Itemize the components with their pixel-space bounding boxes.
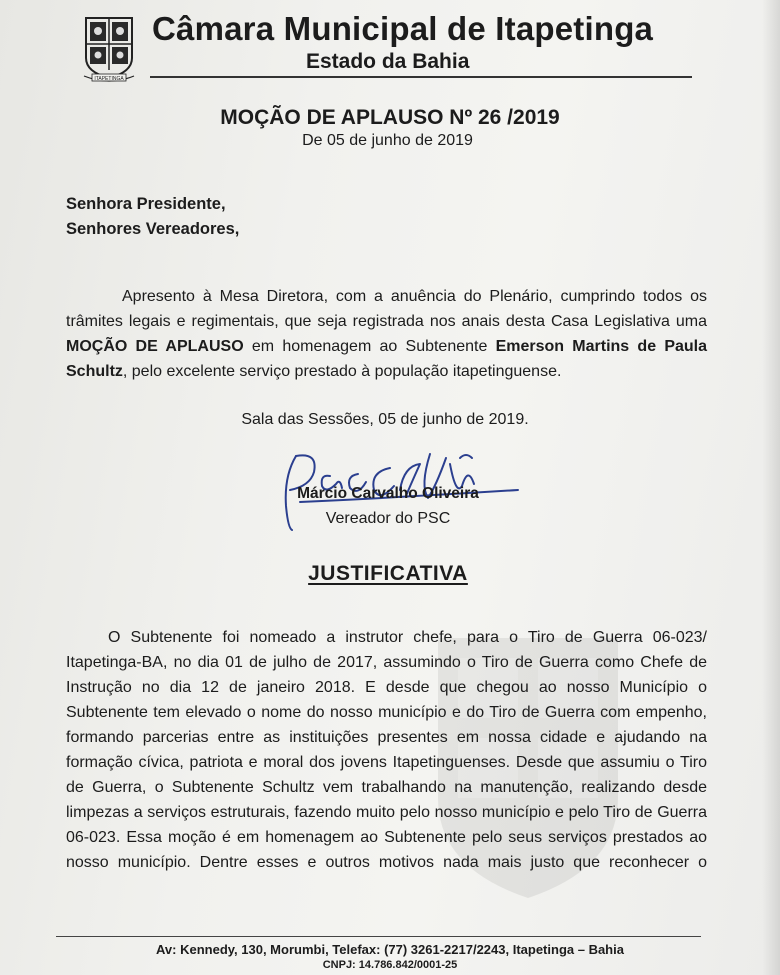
intro-line-4-text: , pelo excelente serviço prestado à população itapetinguense.	[122, 363, 562, 380]
intro-line-3	[66, 336, 707, 358]
signer-name: Márcio Carvalho Oliveira	[297, 485, 479, 502]
justification-line-8: limpezas a serviços estruturais, fazendo muito pelo nosso município e pelo Tiro de Guerra	[66, 804, 707, 821]
addressee-president: Senhora Presidente,	[66, 195, 226, 213]
intro-line-4	[66, 361, 707, 383]
intro-line-1: Apresento à Mesa Diretora, com a anuência do Plenário, cumprindo todos os	[122, 288, 707, 305]
justification-line-5: formando parcerias entre as instituições presentes em nossa cidade e ajudando na	[66, 729, 707, 746]
addressee-councilors: Senhores Vereadores,	[66, 220, 240, 238]
justification-line-1: O Subtenente foi nomeado a instrutor chefe, para o Tiro de Guerra 06-023/	[108, 629, 707, 646]
justification-line-2: Itapetinga-BA, no dia 01 de julho de 2017, assumindo o Tiro de Guerra como Chefe de	[66, 654, 707, 671]
header-divider	[150, 76, 692, 78]
crest-label: ITAPETINGA	[94, 76, 124, 82]
footer-divider	[56, 936, 701, 937]
honoree-surname-bold: Schultz	[66, 363, 123, 380]
motion-title: MOÇÃO DE APLAUSO Nº 26 /2019	[220, 106, 560, 129]
justification-heading: JUSTIFICATIVA	[308, 562, 468, 585]
council-name: Câmara Municipal de Itapetinga	[152, 10, 654, 47]
justification-line-4: Subtenente tem elevado o nome do nosso município e do Tiro de Guerra com empenho,	[66, 704, 707, 721]
municipal-crest-icon	[80, 14, 138, 86]
honoree-name-bold: Emerson Martins de Paula	[495, 338, 707, 355]
footer-cnpj: CNPJ: 14.786.842/0001-25	[322, 959, 458, 971]
signer-role: Vereador do PSC	[325, 510, 451, 527]
justification-line-3: Instrução no dia 12 de janeiro 2018. E desde que chegou ao nosso Município o	[66, 679, 707, 696]
intro-line-2: trâmites legais e regimentais, que seja registrada nos anais desta Casa Legislativa uma	[66, 313, 707, 330]
justification-line-6: formação cívica, patriota e moral dos jovens Itapetinguenses. Desde que assumiu o Tiro	[66, 754, 707, 771]
motion-date: De 05 de junho de 2019	[302, 132, 473, 149]
motion-type-bold: MOÇÃO DE APLAUSO	[66, 338, 244, 355]
justification-line-10: nosso município. Dentre esses e outros motivos nada mais justo que reconhecer o	[66, 854, 707, 871]
state-name: Estado da Bahia	[306, 50, 470, 73]
justification-line-7: de Guerra, o Subtenente Schultz vem trabalhando na manutenção, realizando desde	[66, 779, 707, 796]
footer-address: Av: Kennedy, 130, Morumbi, Telefax: (77) 3261-2217/2243, Itapetinga – Bahia	[156, 942, 624, 957]
intro-line-3-text: em homenagem ao Subtenente	[243, 338, 496, 355]
place-and-date: Sala das Sessões, 05 de junho de 2019.	[241, 411, 529, 428]
justification-line-9: 06-023. Essa moção é em homenagem ao Subtenente pelo seus serviços prestados ao	[66, 829, 707, 846]
